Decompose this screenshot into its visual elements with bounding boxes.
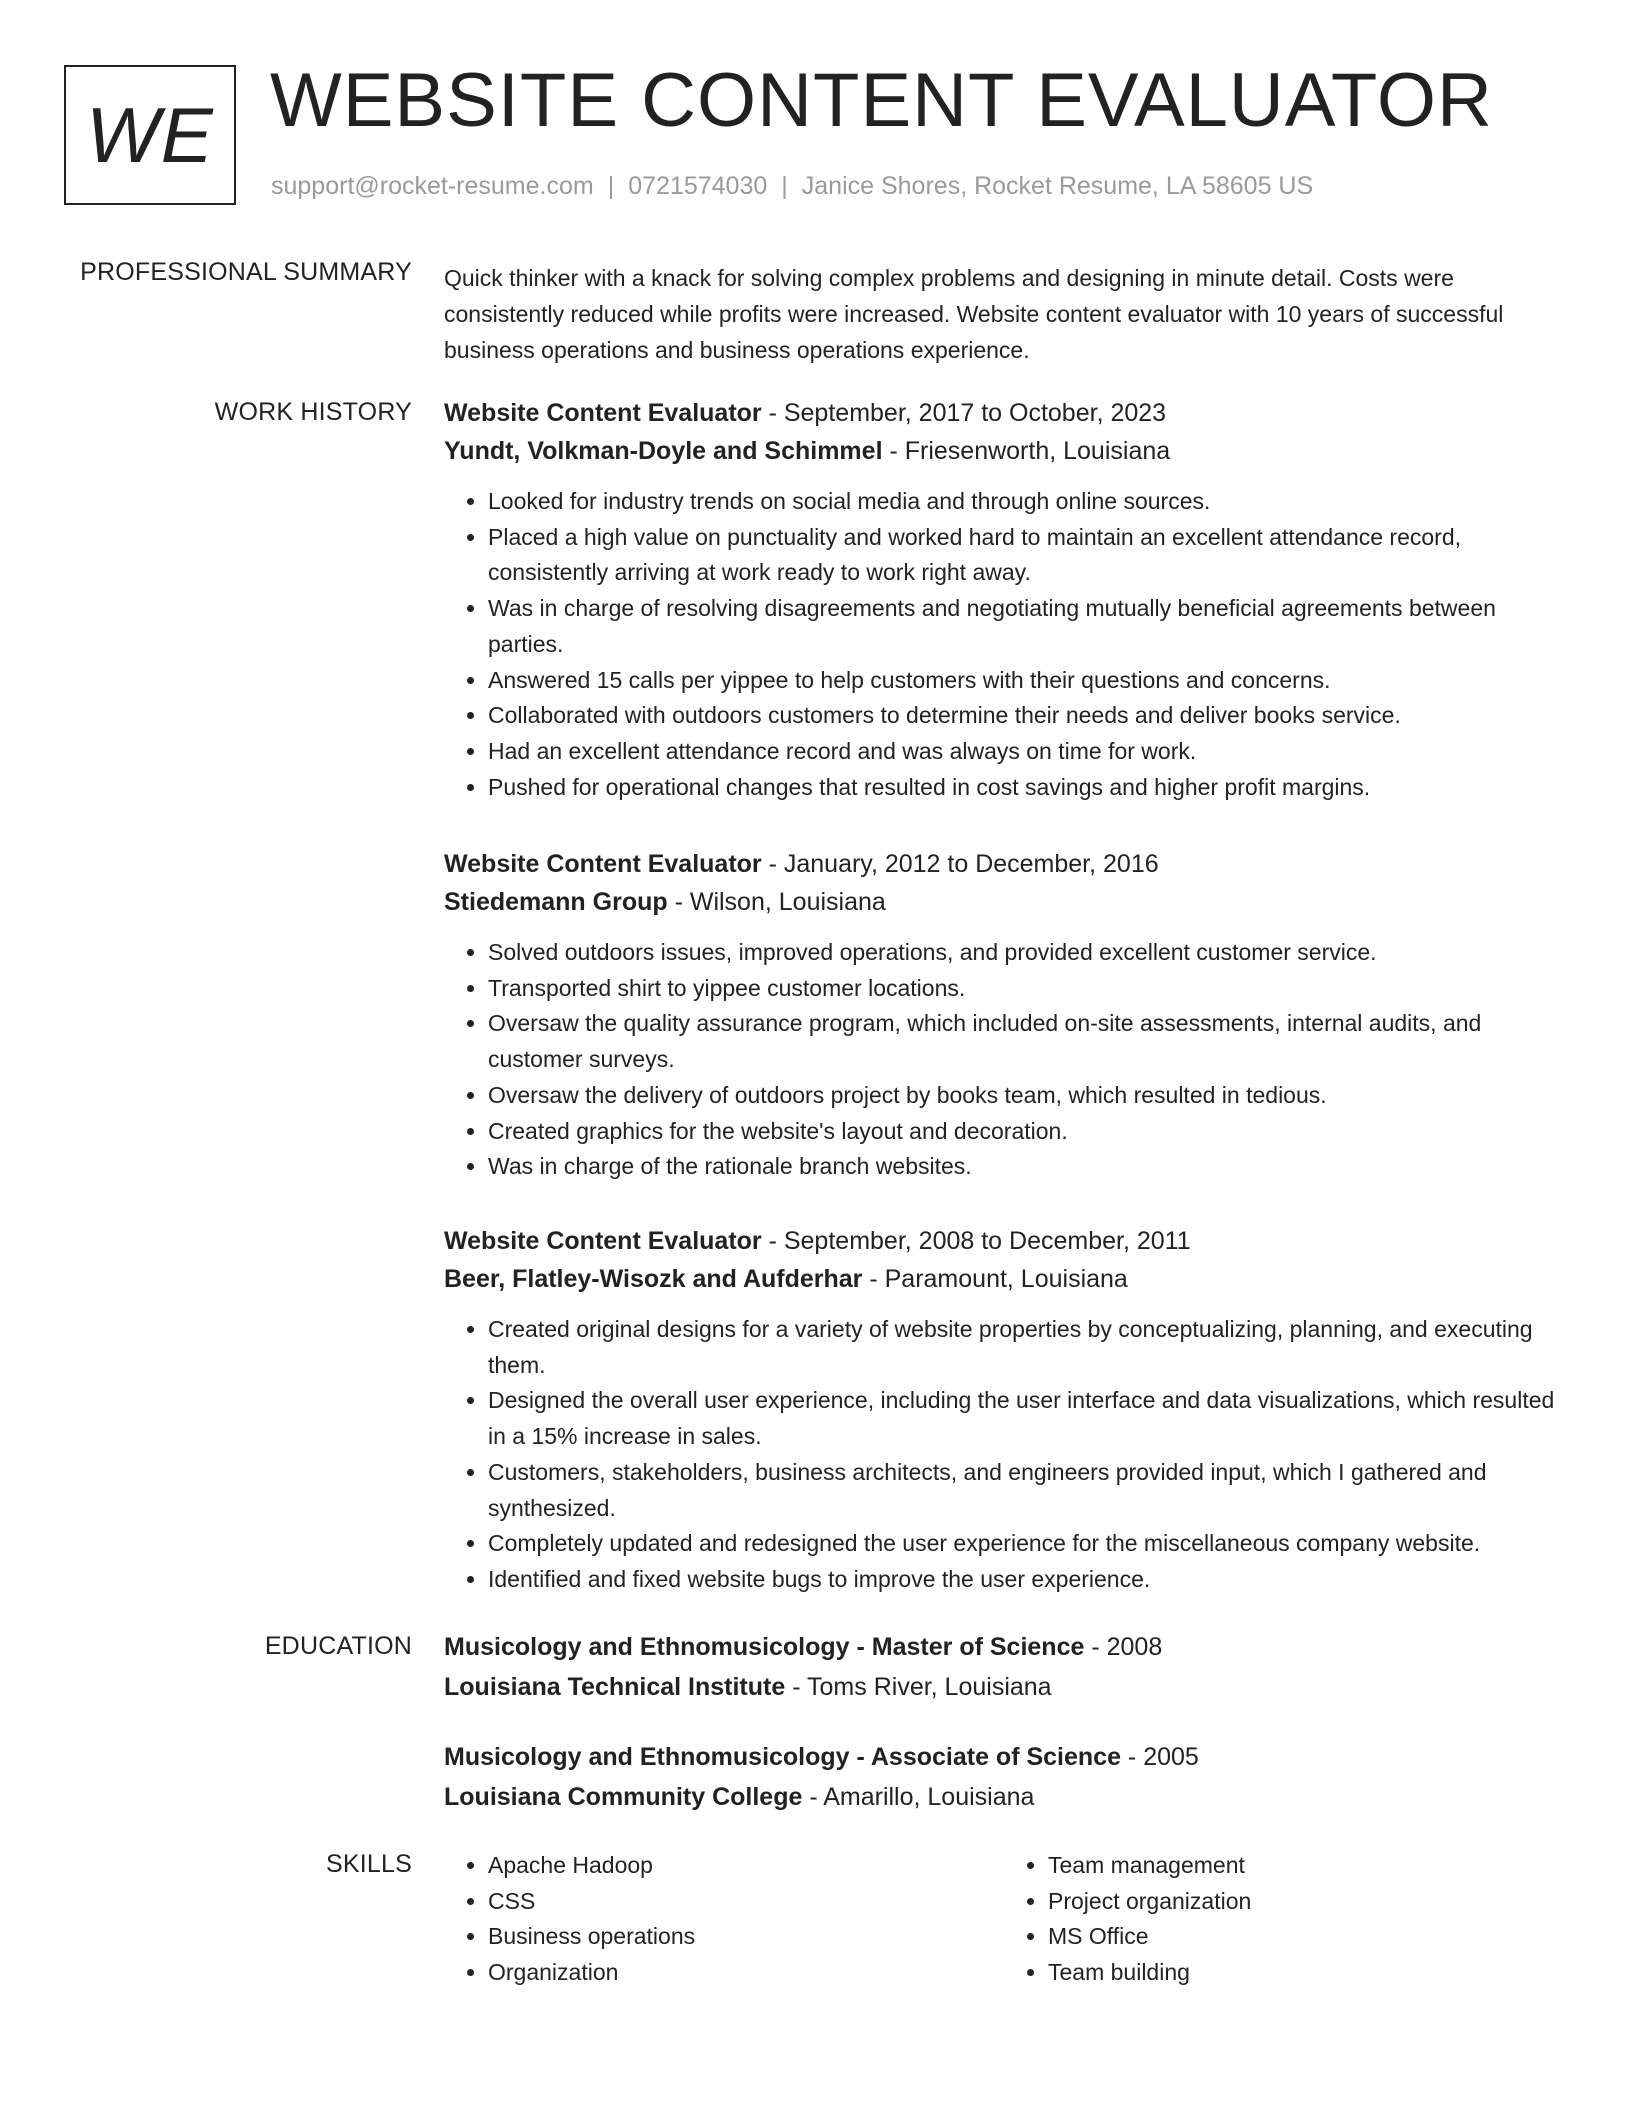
job-bullet: • Customers, stakeholders, business architects, and engineers provided input, which I gathered and synthesized. [488, 1455, 1564, 1526]
skill-item: • Team building [1048, 1955, 1564, 1991]
job-bullet: • Completely updated and redesigned the user experience for the miscellaneous company website. [488, 1526, 1564, 1562]
job-bullet: • Pushed for operational changes that resulted in cost savings and higher profit margins. [488, 770, 1564, 806]
job-bullet: • Looked for industry trends on social media and through online sources. [488, 484, 1564, 520]
skills-list-right [1004, 1848, 1564, 1991]
job-location: - Paramount, Louisiana [862, 1265, 1128, 1293]
education-degree: Musicology and Ethnomusicology - Associate of Science [444, 1743, 1121, 1771]
education-location: - Toms River, Louisiana [785, 1673, 1052, 1701]
job-bullet: • Created original designs for a variety of website properties by conceptualizing, planning, and executing them. [488, 1312, 1564, 1383]
job-bullets [444, 935, 1564, 1185]
job-bullet: • Had an excellent attendance record and was always on time for work. [488, 734, 1564, 770]
contact-separator: | [607, 172, 615, 200]
job-dates: - September, 2008 to December, 2011 [761, 1227, 1191, 1255]
job-dates: - January, 2012 to December, 2016 [761, 850, 1159, 878]
job-title-line [444, 1222, 1564, 1260]
job-location: - Wilson, Louisiana [667, 888, 886, 916]
education-school: Louisiana Community College [444, 1783, 803, 1811]
skill-item: • MS Office [1048, 1919, 1564, 1955]
skill-item: • Apache Hadoop [488, 1848, 1004, 1884]
job-entry [444, 845, 1564, 1185]
education-school-line [444, 1668, 1564, 1706]
job-bullet: • Placed a high value on punctuality and worked hard to maintain an excellent attendance record, consistently arriving at work ready to work right away. [488, 520, 1564, 591]
job-bullets [444, 1312, 1564, 1598]
job-entry [444, 394, 1564, 805]
job-bullets [444, 484, 1564, 805]
job-bullet: • Answered 15 calls per yippee to help customers with their questions and concerns. [488, 663, 1564, 699]
section-label-skills: SKILLS [326, 1850, 412, 1878]
job-company-line [444, 883, 1564, 921]
education-degree: Musicology and Ethnomusicology - Master of Science [444, 1633, 1085, 1661]
job-bullet: • Was in charge of the rationale branch websites. [488, 1149, 1564, 1185]
skills-list-left [444, 1848, 1004, 1991]
contact-email: support@rocket-resume.com [271, 172, 594, 200]
job-bullet: • Was in charge of resolving disagreements and negotiating mutually beneficial agreements between parties. [488, 591, 1564, 662]
job-title-line [444, 394, 1564, 432]
contact-separator: | [781, 172, 788, 200]
contact-line [271, 172, 1313, 201]
job-title-line [444, 845, 1564, 883]
education-school: Louisiana Technical Institute [444, 1673, 786, 1701]
section-label-education: EDUCATION [264, 1632, 412, 1660]
section-label-work-history: WORK HISTORY [214, 398, 412, 426]
education-year: - 2008 [1084, 1633, 1163, 1661]
skill-item: • CSS [488, 1884, 1004, 1920]
education-year: - 2005 [1120, 1743, 1199, 1771]
job-bullet: • Collaborated with outdoors customers to determine their needs and deliver books service. [488, 698, 1564, 734]
job-company: Beer, Flatley-Wisozk and Aufderhar [444, 1265, 863, 1293]
job-company-line [444, 1260, 1564, 1298]
summary-text: Quick thinker with a knack for solving complex problems and designing in minute detail. Costs were consistently reduced while profits were increased. Website content evaluator with 10 years of successful business operations and business operations experience. [444, 265, 1504, 363]
skill-item: • Team management [1048, 1848, 1564, 1884]
education-degree-line [444, 1738, 1564, 1776]
job-bullet: • Oversaw the delivery of outdoors project by books team, which resulted in tedious. [488, 1078, 1564, 1114]
job-dates: - September, 2017 to October, 2023 [761, 399, 1167, 427]
job-location: - Friesenworth, Louisiana [882, 437, 1171, 465]
job-bullet: • Designed the overall user experience, including the user interface and data visualizations, which resulted in a 15% increase in sales. [488, 1383, 1564, 1454]
job-bullet: • Created graphics for the website's layout and decoration. [488, 1114, 1564, 1150]
job-entry [444, 1222, 1564, 1598]
contact-phone: 0721574030 [628, 172, 768, 200]
job-title: Website Content Evaluator [444, 850, 762, 878]
section-label-summary: PROFESSIONAL SUMMARY [80, 258, 412, 286]
skill-item: • Organization [488, 1955, 1004, 1991]
job-company: Yundt, Volkman-Doyle and Schimmel [444, 437, 883, 465]
job-bullet: • Solved outdoors issues, improved operations, and provided excellent customer service. [488, 935, 1564, 971]
contact-address: Janice Shores, Rocket Resume, LA 58605 US [801, 172, 1314, 200]
job-company: Stiedemann Group [444, 888, 668, 916]
monogram: WE [64, 65, 236, 205]
job-title: Website Content Evaluator [444, 1227, 762, 1255]
education-school-line [444, 1778, 1564, 1816]
job-bullet: • Oversaw the quality assurance program, which included on-site assessments, internal audits, and customer surveys. [488, 1006, 1564, 1077]
job-bullet: • Transported shirt to yippee customer locations. [488, 971, 1564, 1007]
education-location: - Amarillo, Louisiana [802, 1783, 1035, 1811]
resume-title: WEBSITE CONTENT EVALUATOR [270, 58, 1493, 143]
job-title: Website Content Evaluator [444, 399, 762, 427]
skill-item: • Project organization [1048, 1884, 1564, 1920]
job-company-line [444, 432, 1564, 470]
skill-item: • Business operations [488, 1919, 1004, 1955]
job-bullet: • Identified and fixed website bugs to improve the user experience. [488, 1562, 1564, 1598]
education-degree-line [444, 1628, 1564, 1666]
